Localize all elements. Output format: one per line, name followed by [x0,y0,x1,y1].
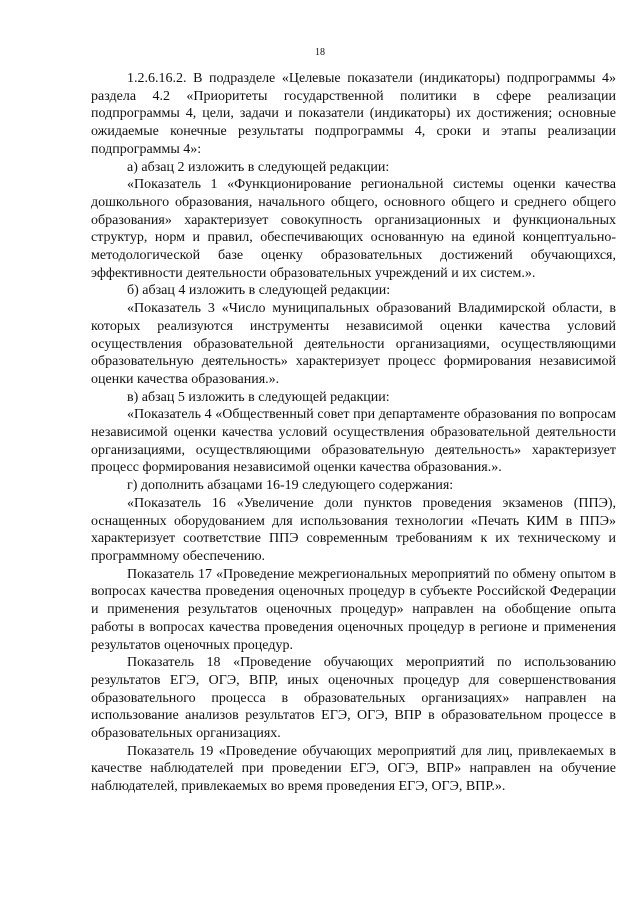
paragraph-indicator-18: Показатель 18 «Проведение обучающих мероприятий по использованию результатов ЕГЭ, ОГЭ, ВПР, иных оценочных процедур для совершенствования образовательного процесса в образовательных организациях» направлен на использование анализов результатов ЕГЭ, ОГЭ, ВПР в образовательном процессе в образовательных организациях. [91,655,616,742]
paragraph-item-g-heading: г) дополнить абзацами 16-19 следующего содержания: [127,478,454,494]
paragraph-subsection-intro: 1.2.6.16.2. В подразделе «Целевые показатели (индикаторы) подпрограммы 4» раздела 4.2 «Приоритеты государственной политики в сфере реализации подпрограммы 4, цели, задачи и показатели (индикаторы) их достижения; основные ожидаемые конечные результаты подпрограммы 4, сроки и этапы реализации подпрограммы 4»: [91,71,616,157]
paragraph-indicator-3: «Показатель 3 «Число муниципальных образований Владимирской области, в которых реализуются инструменты независимой оценки качества условий осуществления образовательной деятельности организациями, осуществляющими образовательную деятельность» характеризует процесс формирования независимой оценки качества образования.». [91,301,616,387]
paragraph-item-v-heading: в) абзац 5 изложить в следующей редакции: [127,389,390,405]
document-body [91,70,616,796]
paragraph-indicator-17: Показатель 17 «Проведение межрегиональных мероприятий по обмену опытом в вопросах качества проведения оценочных процедур в субъекте Российской Федерации и применения результатов оценочных процедур» направлен на обобщение опыта работы в вопросах качества проведения оценочных процедур в регионе и применения результатов оценочных процедур. [91,566,616,653]
paragraph-indicator-1: «Показатель 1 «Функционирование региональной системы оценки качества дошкольного образования, начального общего, основного общего и среднего общего образования» характеризует совокупность организационных и функциональных структур, норм и правил, обеспечивающих основанную на единой концептуально-методологической базе оценку образовательных достижений обучающихся, эффективности деятельности образовательных учреждений и их систем.». [91,177,616,281]
paragraph-indicator-19: Показатель 19 «Проведение обучающих мероприятий для лиц, привлекаемых в качестве наблюдателей при проведении ЕГЭ, ОГЭ, ВПР» направлен на обучение наблюдателей, привлекаемых во время проведения ЕГЭ, ОГЭ, ВПР.». [91,743,616,795]
paragraph-item-a-heading: а) абзац 2 изложить в следующей редакции: [127,159,390,175]
page-number: 18 [315,47,325,58]
paragraph-indicator-4: «Показатель 4 «Общественный совет при департаменте образования по вопросам независимой оценки качества условий осуществления образовательной деятельности организациями, осуществляющими образовательную деятельность» характеризует процесс формирования независимой оценки качества образования.». [91,407,616,476]
paragraph-indicator-16: «Показатель 16 «Увеличение доли пунктов проведения экзаменов (ППЭ), оснащенных оборудованием для использования технологии «Печать КИМ в ППЭ» характеризует соответствие ППЭ современным требованиям к их техническому и программному обеспечению. [91,495,616,564]
paragraph-item-b-heading: б) абзац 4 изложить в следующей редакции: [127,283,391,299]
